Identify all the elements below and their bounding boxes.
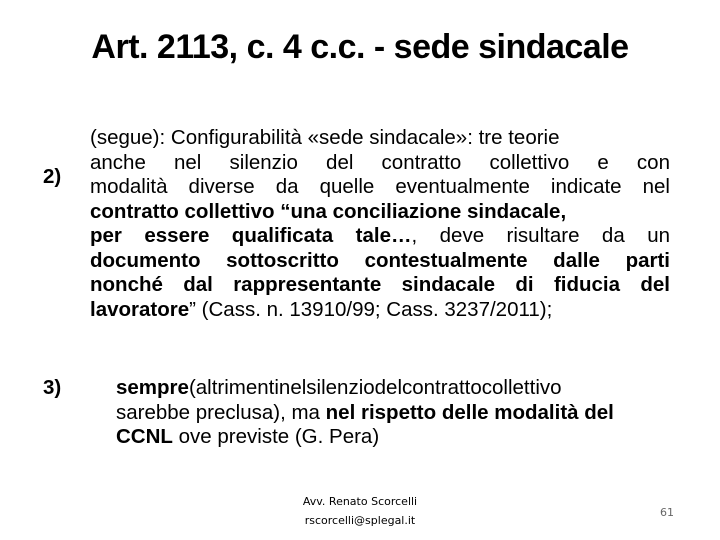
item-2-line-3: contratto collettivo “una conciliazione sindacale, (90, 199, 567, 223)
item-3-line-3: CCNL ove previste (G. Pera) (116, 425, 380, 448)
item-number-3: 3) (43, 376, 62, 399)
slide-footer (260, 492, 460, 530)
slide-title: Art. 2113, c. 4 c.c. - sede sindacale (91, 28, 629, 66)
item-2-line-1: anche nel silenzio del contratto collettivo e con (90, 150, 670, 174)
footer-email: rscorcelli@splegal.it (304, 514, 416, 527)
item-3-line-1: sempre(altrimentinelsilenziodelcontrattocollettivo (116, 376, 562, 399)
item-2-intro: (segue): Configurabilità «sede sindacale»: tre teorie (90, 126, 560, 149)
item-number-2: 2) (43, 165, 62, 188)
item-3-body (116, 376, 670, 450)
item-3-line-2: sarebbe preclusa), ma nel rispetto delle modalità del (116, 400, 614, 424)
item-2-line-7: lavoratore” (Cass. n. 13910/99; Cass. 3237/2011); (90, 297, 553, 321)
item-2-line-2: modalità diverse da quelle eventualmente indicate nel (90, 175, 670, 198)
footer-author: Avv. Renato Scorcelli (302, 495, 418, 508)
item-2-line-5: documento sottoscritto contestualmente dalle parti (90, 248, 670, 272)
item-2-line-6: nonché dal rappresentante sindacale di fiducia del (90, 273, 670, 296)
item-2-line-4: per essere qualificata tale…, deve risultare da un (90, 224, 670, 247)
page-number: 61 (660, 506, 674, 519)
item-2-body (90, 126, 670, 322)
